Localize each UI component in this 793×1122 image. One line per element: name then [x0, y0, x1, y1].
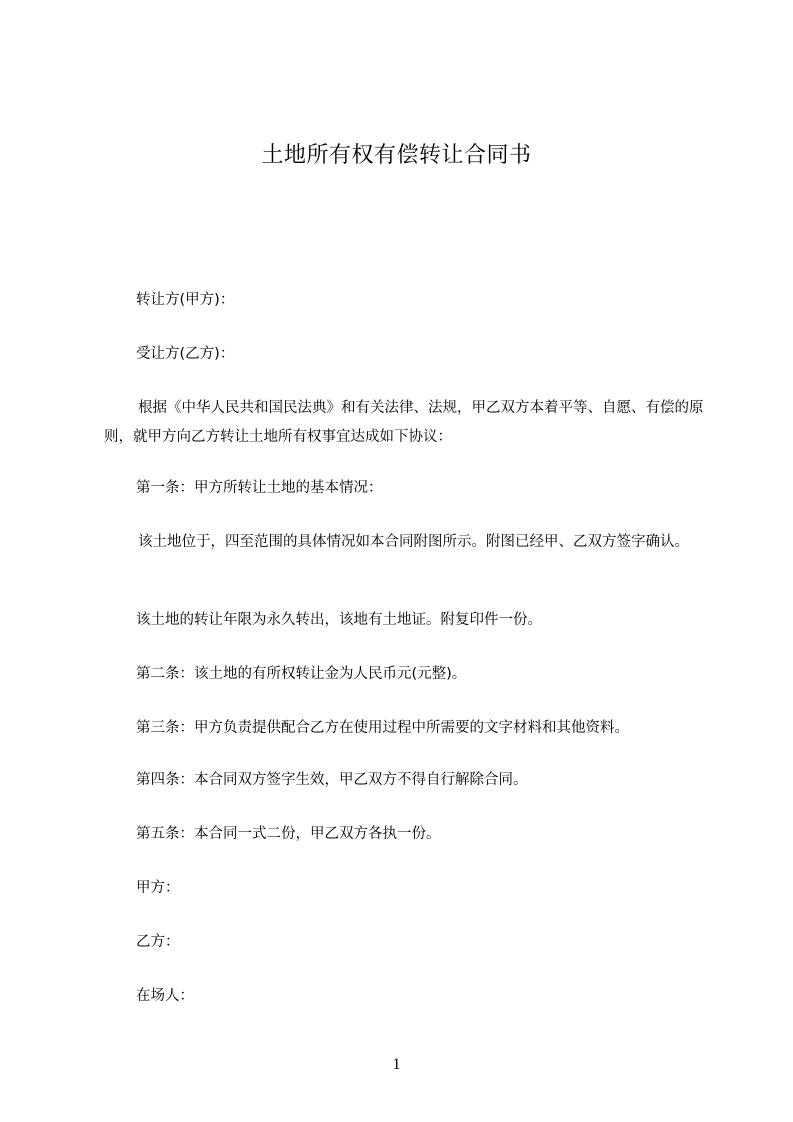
party-b-signature-line: 乙方： [136, 934, 180, 950]
document-title: 土地所有权有偿转让合同书 [261, 143, 532, 168]
transferor-line: 转让方(甲方)： [136, 292, 235, 308]
article-3-paragraph: 第三条：甲方负责提供配合乙方在使用过程中所需要的文字材料和其他资料。 [136, 720, 629, 736]
article-2-paragraph: 第二条：该土地的有所权转让金为人民币元(元整)。 [136, 666, 467, 682]
witness-signature-line: 在场人： [136, 988, 194, 1004]
preamble-paragraph: 根据《中华人民共和国民法典》和有关法律、法规，甲乙双方本着平等、自愿、有偿的原则，就甲方向乙方转让土地所有权事宜达成如下协议： [104, 400, 704, 445]
party-a-signature-line: 甲方： [136, 880, 180, 896]
transferee-line: 受让方(乙方)： [136, 346, 235, 362]
page-number: 1 [392, 1056, 401, 1073]
land-location-paragraph: 该土地位于，四至范围的具体情况如本合同附图所示。附图已经甲、乙双方签字确认。 [138, 534, 689, 550]
article-5-paragraph: 第五条：本合同一式二份，甲乙双方各执一份。 [136, 826, 441, 842]
transfer-term-paragraph: 该土地的转让年限为永久转出，该地有土地证。附复印件一份。 [136, 612, 542, 628]
article-4-paragraph: 第四条：本合同双方签字生效，甲乙双方不得自行解除合同。 [136, 772, 528, 788]
article-1-heading: 第一条：甲方所转让土地的基本情况： [136, 480, 383, 496]
